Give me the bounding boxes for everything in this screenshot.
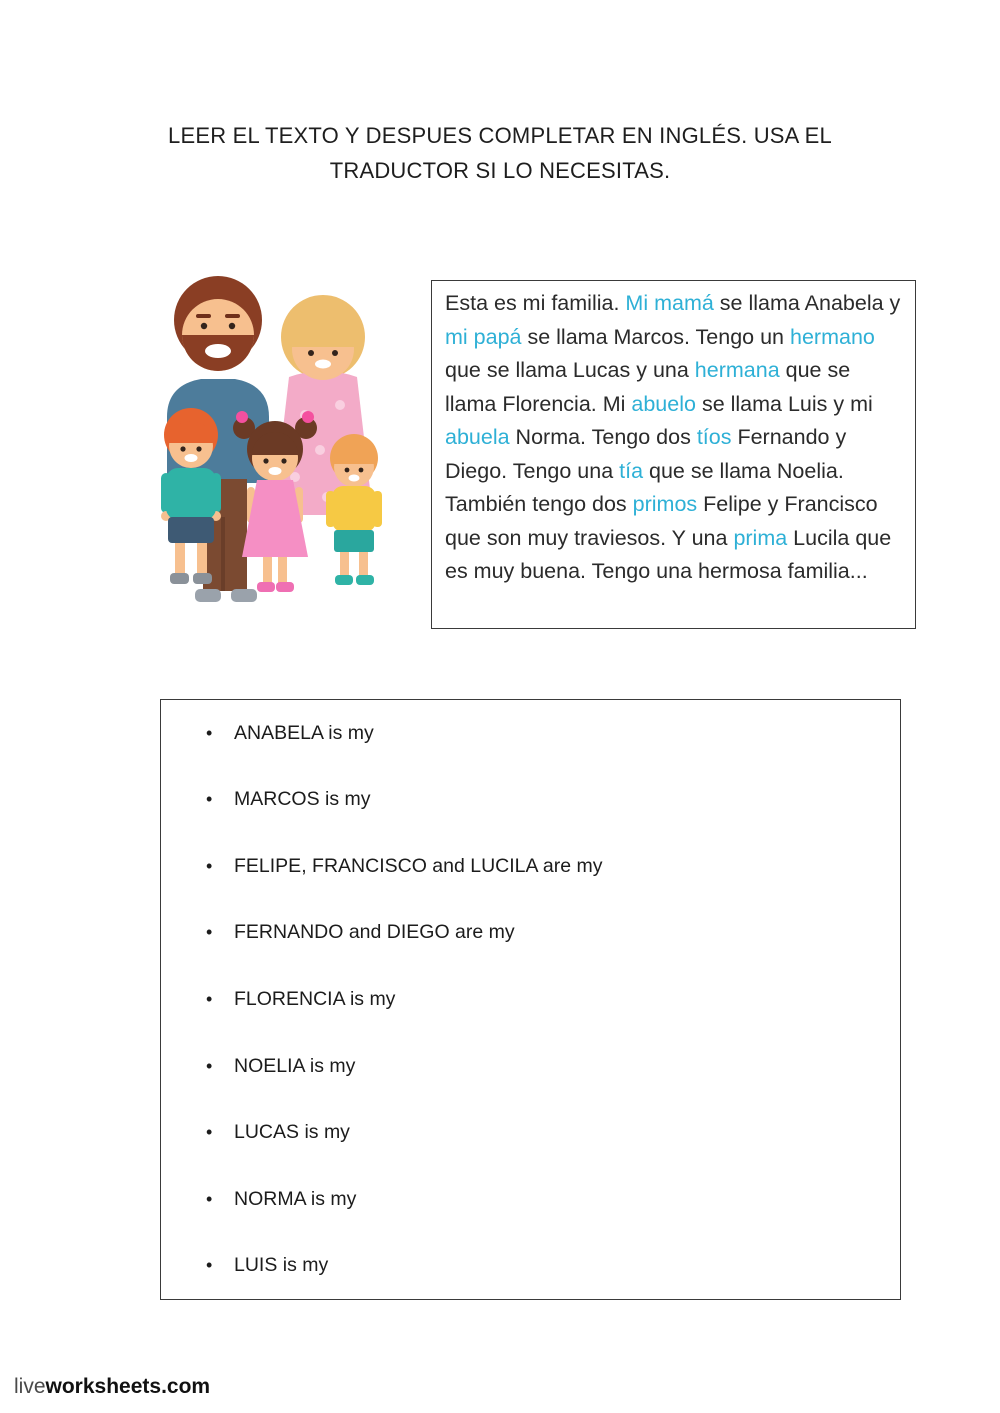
story-paragraph bbox=[445, 287, 902, 589]
story-text-segment: se llama Anabela y bbox=[713, 291, 901, 315]
story-highlight-word: abuela bbox=[445, 425, 510, 449]
bullet-icon: • bbox=[206, 789, 213, 810]
answer-item-label: FELIPE, FRANCISCO and LUCILA are my bbox=[234, 854, 603, 877]
answer-item bbox=[206, 1033, 880, 1100]
answer-item bbox=[206, 1166, 880, 1233]
bullet-icon: • bbox=[206, 1188, 213, 1209]
story-text-segment: Esta es mi familia. bbox=[445, 291, 626, 315]
answer-item-label: NORMA is my bbox=[234, 1187, 357, 1210]
answer-item bbox=[206, 833, 880, 900]
footer-brand-live[interactable]: live bbox=[14, 1375, 46, 1398]
bullet-icon: • bbox=[206, 722, 213, 743]
answer-item bbox=[206, 700, 880, 767]
answer-item bbox=[206, 900, 880, 967]
answer-item-label: LUCAS is my bbox=[234, 1121, 350, 1144]
story-text-segment: Lucila que es muy buena. Tengo una hermosa familia... bbox=[445, 525, 892, 583]
story-text-segment: se llama Luis y mi bbox=[695, 391, 873, 416]
son-blond-figure bbox=[326, 434, 382, 585]
answer-item-label: FERNANDO and DIEGO are my bbox=[234, 921, 515, 944]
story-text-segment: se llama Marcos. Tengo un bbox=[521, 324, 790, 349]
bullet-icon: • bbox=[206, 855, 213, 876]
story-text-segment: que se llama Noelia. También tengo dos bbox=[445, 458, 844, 516]
story-highlight-word: tía bbox=[619, 458, 644, 483]
story-text-segment: Fernando y Diego. Tengo una bbox=[445, 425, 847, 483]
story-highlight-word: primos bbox=[632, 492, 698, 516]
story-highlight-word: abuelo bbox=[631, 391, 696, 416]
worksheet-title-line2: TRADUCTOR SI LO NECESITAS. bbox=[329, 158, 671, 183]
story-highlight-word: hermana bbox=[694, 358, 780, 382]
story-highlight-word: Mi mamá bbox=[625, 291, 714, 315]
footer-brand-worksheets[interactable]: worksheets.com bbox=[45, 1375, 211, 1398]
answer-item bbox=[206, 966, 880, 1033]
answer-item-label: NOELIA is my bbox=[234, 1054, 356, 1077]
answer-item bbox=[206, 1233, 880, 1300]
answers-box bbox=[160, 699, 901, 1300]
story-text-segment: Norma. Tengo dos bbox=[509, 425, 697, 449]
family-illustration bbox=[155, 265, 390, 623]
bullet-icon: • bbox=[206, 1255, 213, 1276]
bullet-icon: • bbox=[206, 989, 213, 1010]
story-highlight-word: hermano bbox=[790, 324, 875, 349]
story-text-segment: que se llama Florencia. Mi bbox=[445, 358, 851, 416]
footer-brand[interactable] bbox=[14, 1375, 210, 1399]
worksheet-title-line1: LEER EL TEXTO Y DESPUES COMPLETAR EN INGLÉS. USA EL bbox=[168, 123, 832, 148]
answers-list bbox=[206, 700, 880, 1299]
story-text-segment: que se llama Lucas y una bbox=[445, 358, 695, 382]
story-highlight-word: tíos bbox=[696, 425, 732, 449]
bullet-icon: • bbox=[206, 922, 213, 943]
story-highlight-word: prima bbox=[733, 525, 788, 550]
story-highlight-word: mi papá bbox=[445, 324, 522, 349]
answer-item bbox=[206, 1099, 880, 1166]
story-text-box bbox=[431, 280, 916, 629]
answer-item-label: FLORENCIA is my bbox=[234, 988, 396, 1011]
worksheet-title bbox=[0, 118, 1000, 188]
answer-item-label: LUIS is my bbox=[234, 1254, 329, 1277]
answer-item bbox=[206, 767, 880, 834]
story-text-segment: Felipe y Francisco que son muy traviesos. Y una bbox=[445, 492, 878, 550]
bullet-icon: • bbox=[206, 1122, 213, 1143]
bullet-icon: • bbox=[206, 1055, 213, 1076]
answer-item-label: MARCOS is my bbox=[234, 788, 371, 811]
family-illustration-svg bbox=[155, 265, 390, 623]
answer-item-label: ANABELA is my bbox=[234, 721, 374, 744]
